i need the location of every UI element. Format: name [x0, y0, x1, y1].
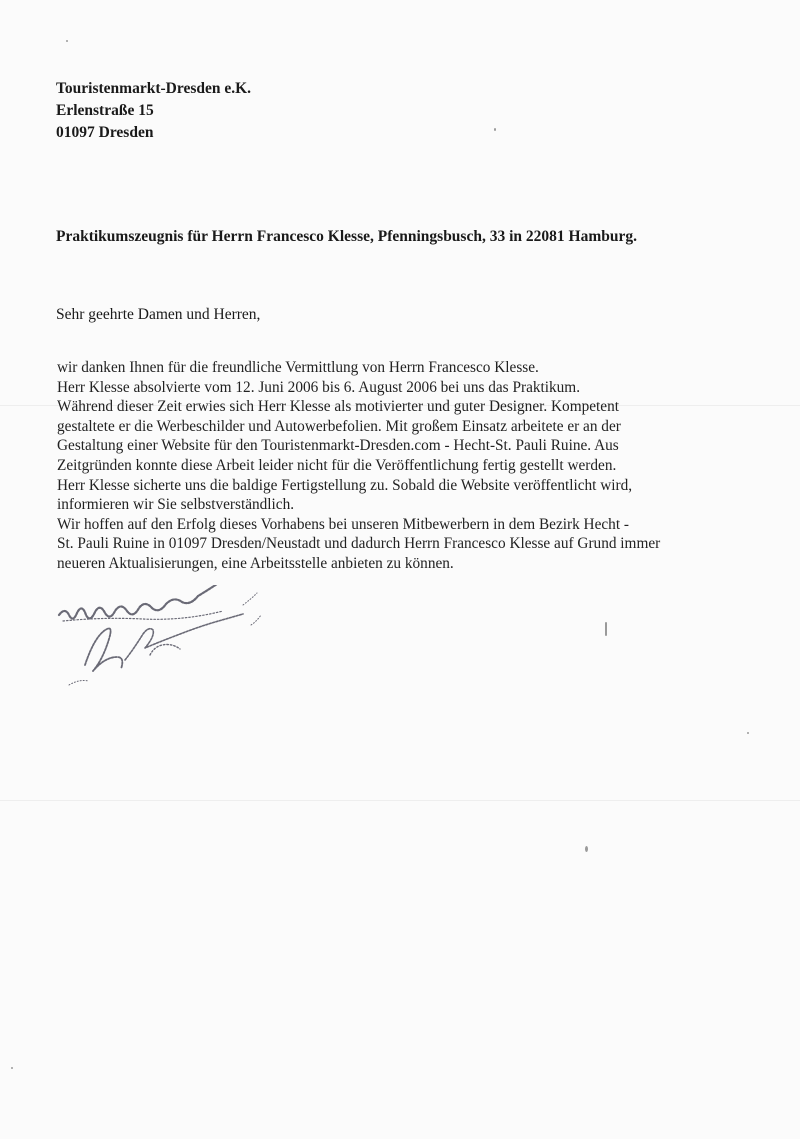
- scan-speck: [585, 846, 588, 852]
- scan-speck: [605, 622, 607, 636]
- scan-speck: [494, 128, 496, 131]
- scan-speck: [11, 1067, 13, 1069]
- scan-speck: [747, 732, 749, 734]
- body-line: Herr Klesse absolvierte vom 12. Juni 2006 bis 6. August 2006 bei uns das Praktikum.: [57, 378, 581, 396]
- sender-city: 01097 Dresden: [56, 124, 154, 141]
- handwritten-signature: [55, 585, 270, 695]
- sender-street: Erlenstraße 15: [56, 102, 154, 119]
- salutation: Sehr geehrte Damen und Herren,: [56, 306, 261, 323]
- body-line: St. Pauli Ruine in 01097 Dresden/Neustadt und dadurch Herrn Francesco Klesse auf Grund immer: [57, 535, 661, 553]
- body-line: Gestaltung einer Website für den Touristenmarkt-Dresden.com - Hecht-St. Pauli Ruine. Aus: [57, 437, 619, 455]
- letter-body: [57, 358, 660, 574]
- scan-artifact-line: [0, 800, 800, 801]
- body-line: informieren wir Sie selbstverständlich.: [57, 496, 295, 514]
- sender-company: Touristenmarkt-Dresden e.K.: [56, 80, 252, 97]
- body-line: Herr Klesse sicherte uns die baldige Fertigstellung zu. Sobald die Website veröffentlicht wird,: [57, 476, 633, 494]
- body-line: wir danken Ihnen für die freundliche Vermittlung von Herrn Francesco Klesse.: [57, 359, 539, 376]
- body-line: gestaltete er die Werbeschilder und Autowerbefolien. Mit großem Einsatz arbeitete er an der: [57, 417, 621, 435]
- body-line: Wir hoffen auf den Erfolg dieses Vorhabens bei unseren Mitbewerbern in dem Bezirk Hecht -: [57, 515, 629, 533]
- body-line: Während dieser Zeit erwies sich Herr Klesse als motivierter und guter Designer. Kompetent: [57, 398, 619, 416]
- sender-address: [56, 78, 251, 144]
- body-line: Zeitgründen konnte diese Arbeit leider nicht für die Veröffentlichung fertig gestellt werden.: [57, 456, 617, 474]
- scan-speck: [66, 40, 68, 42]
- body-line: neueren Aktualisierungen, eine Arbeitsstelle anbieten zu können.: [57, 554, 454, 572]
- letter-subject: Praktikumszeugnis für Herrn Francesco Klesse, Pfenningsbusch, 33 in 22081 Hamburg.: [56, 228, 637, 245]
